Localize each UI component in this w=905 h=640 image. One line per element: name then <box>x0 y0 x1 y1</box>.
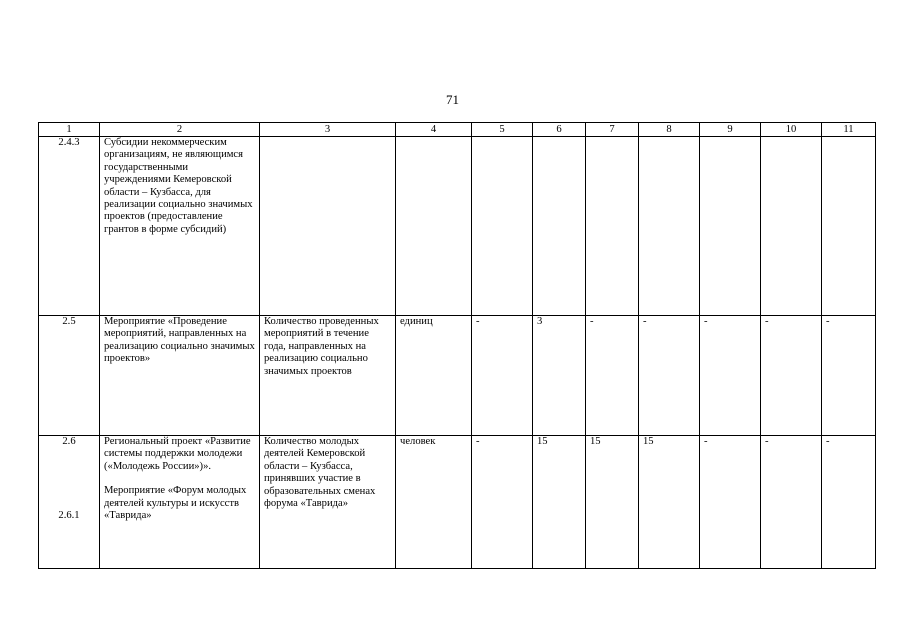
value-cell: - <box>639 316 700 436</box>
value-cell: - <box>472 436 533 569</box>
value-cell <box>822 137 876 316</box>
page-number: 71 <box>446 92 459 107</box>
sub-row-number: 2.6.1 <box>58 510 80 522</box>
indicator-name <box>260 137 396 316</box>
table-row <box>39 316 876 436</box>
value-cell: 3 <box>533 316 586 436</box>
indicator-name: Количество молодых деятелей Кемеровской области – Кузбасса, принявших участие в образовательных сменах форума «Таврида» <box>260 436 396 569</box>
column-header: 9 <box>700 123 761 137</box>
column-header: 4 <box>396 123 472 137</box>
value-cell <box>639 137 700 316</box>
event-name: Мероприятие «Форум молодых деятелей культуры и искусств «Таврида» <box>104 485 247 522</box>
value-cell <box>761 137 822 316</box>
value-cell: - <box>700 316 761 436</box>
row-number: 2.4.3 <box>39 137 100 316</box>
column-header: 1 <box>39 123 100 137</box>
column-header: 5 <box>472 123 533 137</box>
column-header: 11 <box>822 123 876 137</box>
value-cell <box>533 137 586 316</box>
table-row <box>39 137 876 316</box>
value-cell <box>700 137 761 316</box>
row-number: 2.5 <box>39 316 100 436</box>
value-cell: - <box>761 436 822 569</box>
value-cell <box>472 137 533 316</box>
value-cell: - <box>822 436 876 569</box>
unit-cell <box>396 137 472 316</box>
value-cell: - <box>822 316 876 436</box>
row-number-cell <box>39 436 100 569</box>
event-name: Субсидии некоммерческим организациям, не являющимся государственными учреждениями Кемеровской области – Кузбасса, для реализации социально значимых проектов (предоставление грантов в форме субсидий) <box>100 137 260 316</box>
value-cell: - <box>761 316 822 436</box>
indicators-table <box>38 122 876 569</box>
unit-cell: единиц <box>396 316 472 436</box>
value-cell <box>586 137 639 316</box>
event-name: Мероприятие «Проведение мероприятий, направленных на реализацию социально значимых проектов» <box>100 316 260 436</box>
project-name: Региональный проект «Развитие системы поддержки молодежи («Молодежь России»)». <box>104 436 251 472</box>
value-cell: - <box>700 436 761 569</box>
table-header-row <box>39 123 876 137</box>
column-header: 7 <box>586 123 639 137</box>
value-cell: - <box>586 316 639 436</box>
spacer <box>104 473 255 485</box>
row-number: 2.6 <box>62 436 76 447</box>
value-cell: 15 <box>533 436 586 569</box>
value-cell: 15 <box>639 436 700 569</box>
column-header: 3 <box>260 123 396 137</box>
unit-cell: человек <box>396 436 472 569</box>
value-cell: - <box>472 316 533 436</box>
indicator-name: Количество проведенных мероприятий в течение года, направленных на реализацию социально значимых проектов <box>260 316 396 436</box>
column-header: 2 <box>100 123 260 137</box>
column-header: 10 <box>761 123 822 137</box>
table-row <box>39 436 876 569</box>
value-cell: 15 <box>586 436 639 569</box>
spacer <box>43 448 95 510</box>
column-header: 8 <box>639 123 700 137</box>
column-header: 6 <box>533 123 586 137</box>
event-name-cell <box>100 436 260 569</box>
